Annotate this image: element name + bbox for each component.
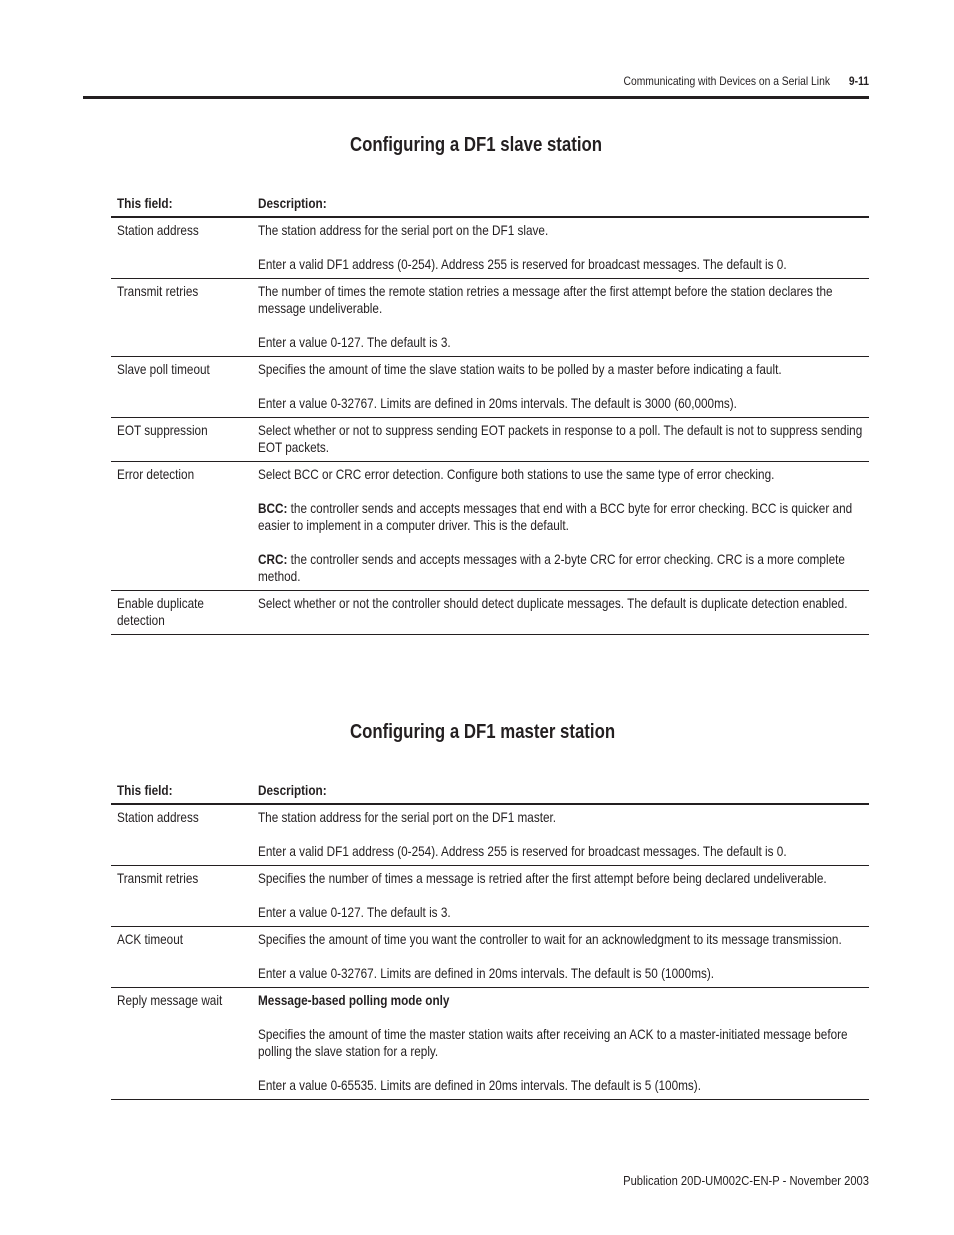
field-name: Transmit retries: [117, 870, 199, 886]
field-name: Reply message wait: [117, 992, 223, 1008]
description-text: The station address for the serial port on the DF1 master.: [258, 809, 557, 825]
description-column-header: Description:: [258, 195, 327, 211]
description-column-header: Description:: [258, 782, 327, 798]
table-row: [111, 591, 869, 635]
table-row: [111, 279, 869, 357]
description-text: Specifies the amount of time the master station waits after receiving an ACK to a master-initiated message before polling the slave station for a reply.: [258, 1026, 848, 1059]
table-row: [111, 418, 869, 462]
bcc-label: BCC:: [258, 500, 288, 516]
field-column-header: This field:: [117, 195, 173, 211]
description-text: The number of times the remote station retries a message after the first attempt before the station declares the message undeliverable.: [258, 283, 833, 316]
crc-description: [258, 551, 863, 585]
description-text: Enter a value 0-127. The default is 3.: [258, 334, 451, 350]
description-text: Select whether or not to suppress sending EOT packets in response to a poll. The default is not to suppress sending EOT packets.: [258, 422, 863, 455]
table-row: [111, 218, 869, 279]
master-section-title: Configuring a DF1 master station: [350, 721, 616, 743]
description-text: Enter a valid DF1 address (0-254). Address 255 is reserved for broadcast messages. The default is 0.: [258, 256, 787, 272]
crc-label: CRC:: [258, 551, 288, 567]
crc-text: the controller sends and accepts messages with a 2-byte CRC for error checking. CRC is a more complete method.: [258, 551, 845, 584]
table-row: [111, 357, 869, 418]
description-text: Specifies the amount of time you want the controller to wait for an acknowledgment to its message transmission.: [258, 931, 842, 947]
description-text: Configure both stations to use the same type of error checking.: [446, 466, 775, 482]
field-name: Slave poll timeout: [117, 361, 210, 377]
table-header: [111, 191, 869, 218]
running-header: [193, 74, 869, 94]
description-text: Enter a valid DF1 address (0-254). Address 255 is reserved for broadcast messages. The default is 0.: [258, 843, 787, 859]
field-name: ACK timeout: [117, 931, 184, 947]
description-text: Select whether or not the controller should detect duplicate messages. The default is duplicate detection enabled.: [258, 595, 848, 611]
description-text: Enter a value 0-127. The default is 3.: [258, 904, 451, 920]
table-row: [111, 805, 869, 866]
description-text: Enter a value 0-32767. Limits are defined in 20ms intervals. The default is 3000 (60,000ms).: [258, 395, 737, 411]
running-title: Communicating with Devices on a Serial Link: [623, 74, 830, 88]
header-rule: [83, 96, 869, 99]
field-name: Station address: [117, 222, 199, 238]
bcc-text: the controller sends and accepts messages that end with a BCC byte for error checking. BCC is quicker and easier to implement in a computer driver. This is the default.: [258, 500, 853, 533]
bcc-description: [258, 500, 863, 534]
description-text: Specifies the amount of time the slave station waits to be polled by a master before indicating a fault.: [258, 361, 782, 377]
description-text: Enter a value 0-65535. Limits are defined in 20ms intervals. The default is 5 (100ms).: [258, 1077, 701, 1093]
table-row: [111, 988, 869, 1100]
field-name: Error detection: [117, 466, 195, 482]
table-row: [111, 927, 869, 988]
field-name: EOT suppression: [117, 422, 208, 438]
description-text: The station address for the serial port on the DF1 slave.: [258, 222, 549, 238]
table-row: [111, 462, 869, 591]
publication-footer: Publication 20D-UM002C-EN-P - November 2003: [623, 1173, 869, 1188]
polling-mode-label: Message-based polling mode only: [258, 992, 450, 1008]
slave-section-title: Configuring a DF1 slave station: [350, 134, 603, 156]
field-name: Transmit retries: [117, 283, 199, 299]
field-name: Enable duplicate detection: [117, 595, 204, 628]
description-text: Enter a value 0-32767. Limits are defined in 20ms intervals. The default is 50 (1000ms).: [258, 965, 715, 981]
table-header: [111, 778, 869, 805]
table-row: [111, 866, 869, 927]
description-text: Select BCC or CRC error detection.: [258, 466, 444, 482]
polling-mode-note: [258, 992, 449, 1009]
master-config-table: [111, 778, 869, 1100]
page-number: 9-11: [848, 74, 869, 88]
description-text: Specifies the number of times a message is retried after the first attempt before being declared undeliverable.: [258, 870, 827, 886]
field-name: Station address: [117, 809, 199, 825]
field-column-header: This field:: [117, 782, 173, 798]
slave-config-table: [111, 191, 869, 635]
